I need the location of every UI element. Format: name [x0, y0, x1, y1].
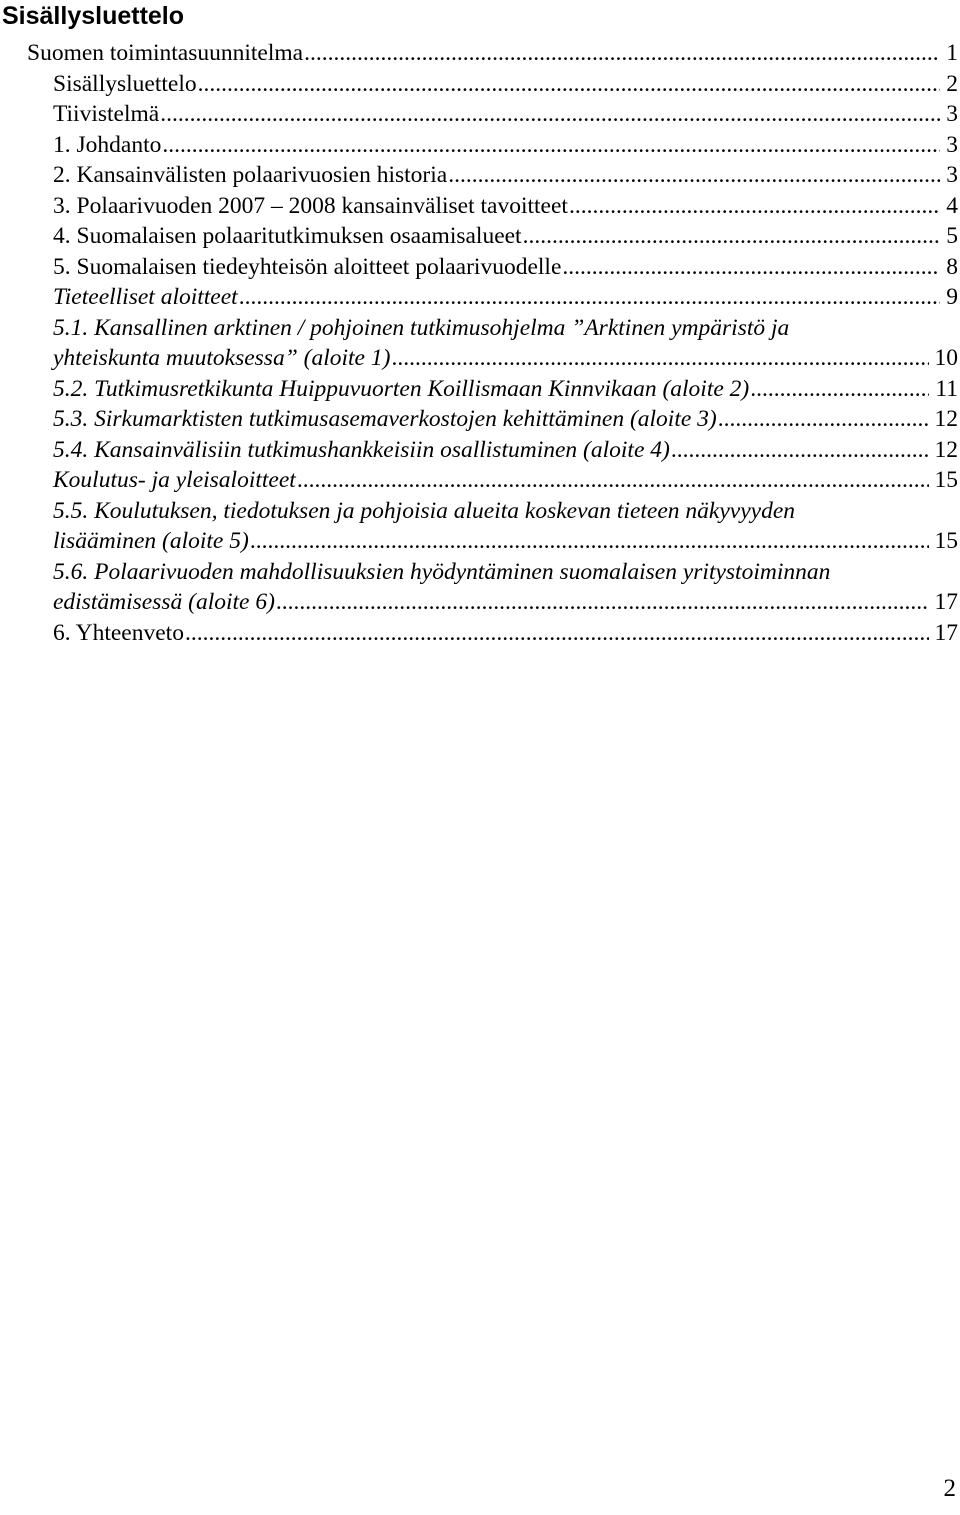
page-number: 2	[943, 1475, 956, 1502]
toc-entry-page: 3	[946, 131, 958, 158]
toc-leader-dots	[239, 282, 941, 313]
toc-entry-title: 5.3. Sirkumarktisten tutkimusasemaverkostojen kehittäminen (aloite 3)	[53, 406, 717, 432]
toc-entry-tieteelliset-aloitteet[interactable]	[0, 282, 958, 313]
table-of-contents	[0, 38, 960, 648]
toc-entry-page: 15	[934, 467, 958, 493]
toc-entry-aloite-6[interactable]	[0, 557, 960, 618]
toc-entry-page: 8	[946, 253, 958, 280]
toc-entry-page: 17	[934, 619, 958, 646]
toc-entry-page: 15	[934, 528, 958, 554]
toc-entry-page: 4	[946, 192, 958, 219]
toc-entry-page: 1	[946, 40, 958, 66]
toc-leader-dots	[162, 130, 940, 161]
toc-entry-page: 2	[946, 70, 958, 97]
toc-entry-title: 5.2. Tutkimusretkikunta Huippuvuorten Koillismaan Kinnvikaan (aloite 2)	[53, 375, 750, 402]
toc-entry-page: 11	[935, 375, 958, 402]
toc-leader-dots	[160, 99, 940, 130]
toc-leader-dots	[304, 38, 940, 69]
page-title: Sisällysluettelo	[2, 2, 185, 30]
toc-entry-koulutus-yleisaloitteet[interactable]	[0, 465, 958, 496]
toc-entry-sisallysluettelo[interactable]	[0, 69, 958, 100]
toc-entry-title: 5. Suomalaisen tiedeyhteisön aloitteet polaarivuodelle	[53, 253, 562, 280]
toc-entry-title: 2. Kansainvälisten polaarivuosien historia	[53, 162, 448, 188]
toc-entry-aloite-1[interactable]	[0, 313, 960, 374]
toc-leader-dots	[448, 160, 940, 191]
toc-leader-dots	[276, 587, 929, 618]
toc-entry-title: Sisällysluettelo	[53, 70, 197, 97]
toc-leader-dots	[297, 465, 929, 496]
toc-entry-aloitteet[interactable]	[0, 252, 958, 283]
toc-entry-page: 9	[946, 284, 958, 310]
toc-entry-aloite-4[interactable]	[0, 435, 958, 466]
toc-entry-title-line1: 5.5. Koulutuksen, tiedotuksen ja pohjoisia alueita koskevan tieteen näkyvyyden	[53, 497, 795, 524]
toc-entry-title: Koulutus- ja yleisaloitteet	[53, 467, 296, 493]
toc-entry-johdanto[interactable]	[0, 130, 958, 161]
toc-entry-title-line1: 5.1. Kansallinen arktinen / pohjoinen tutkimusohjelma ”Arktinen ympäristö ja	[53, 314, 790, 341]
toc-entry-toimintasuunnitelma[interactable]	[0, 38, 958, 69]
toc-leader-dots	[750, 374, 929, 405]
toc-entry-page: 10	[934, 345, 958, 371]
toc-entry-tiivistelma[interactable]	[0, 99, 958, 130]
toc-entry-aloite-3[interactable]	[0, 404, 958, 435]
toc-entry-aloite-5[interactable]	[0, 496, 960, 557]
toc-entry-title: Tieteelliset aloitteet	[53, 284, 238, 310]
toc-entry-title: 6. Yhteenveto	[53, 619, 184, 646]
toc-entry-title-line2: yhteiskunta muutoksessa” (aloite 1)	[53, 345, 391, 371]
toc-entry-tavoitteet[interactable]	[0, 191, 958, 222]
toc-entry-page: 3	[946, 101, 958, 127]
toc-entry-historia[interactable]	[0, 160, 958, 191]
toc-entry-title-line2: lisääminen (aloite 5)	[53, 528, 249, 554]
toc-entry-aloite-2[interactable]	[0, 374, 958, 405]
toc-entry-title: 3. Polaarivuoden 2007 – 2008 kansainväliset tavoitteet	[53, 192, 568, 219]
toc-entry-page: 5	[946, 223, 958, 249]
toc-entry-title: Suomen toimintasuunnitelma	[27, 40, 304, 66]
toc-entry-title: 5.4. Kansainvälisiin tutkimushankkeisiin osallistuminen (aloite 4)	[53, 436, 670, 463]
toc-entry-title-line1: 5.6. Polaarivuoden mahdollisuuksien hyödyntäminen suomalaisen yritystoiminnan	[53, 558, 831, 585]
toc-entry-title: 4. Suomalaisen polaaritutkimuksen osaamisalueet	[53, 223, 522, 249]
toc-entry-title: 1. Johdanto	[53, 131, 162, 158]
toc-leader-dots	[569, 191, 940, 222]
toc-leader-dots	[185, 618, 929, 649]
toc-entry-title-line2: edistämisessä (aloite 6)	[53, 589, 275, 615]
toc-leader-dots	[562, 252, 940, 283]
toc-leader-dots	[718, 404, 929, 435]
toc-entry-page: 17	[934, 589, 958, 615]
toc-entry-title: Tiivistelmä	[53, 101, 160, 127]
toc-entry-page: 12	[934, 406, 958, 432]
toc-leader-dots	[198, 69, 941, 100]
toc-leader-dots	[391, 343, 928, 374]
toc-leader-dots	[250, 526, 929, 557]
toc-leader-dots	[671, 435, 929, 466]
toc-entry-yhteenveto[interactable]	[0, 618, 958, 649]
toc-entry-page: 12	[934, 436, 958, 463]
toc-entry-page: 3	[946, 162, 958, 188]
toc-entry-osaamisalueet[interactable]	[0, 221, 958, 252]
toc-leader-dots	[523, 221, 941, 252]
